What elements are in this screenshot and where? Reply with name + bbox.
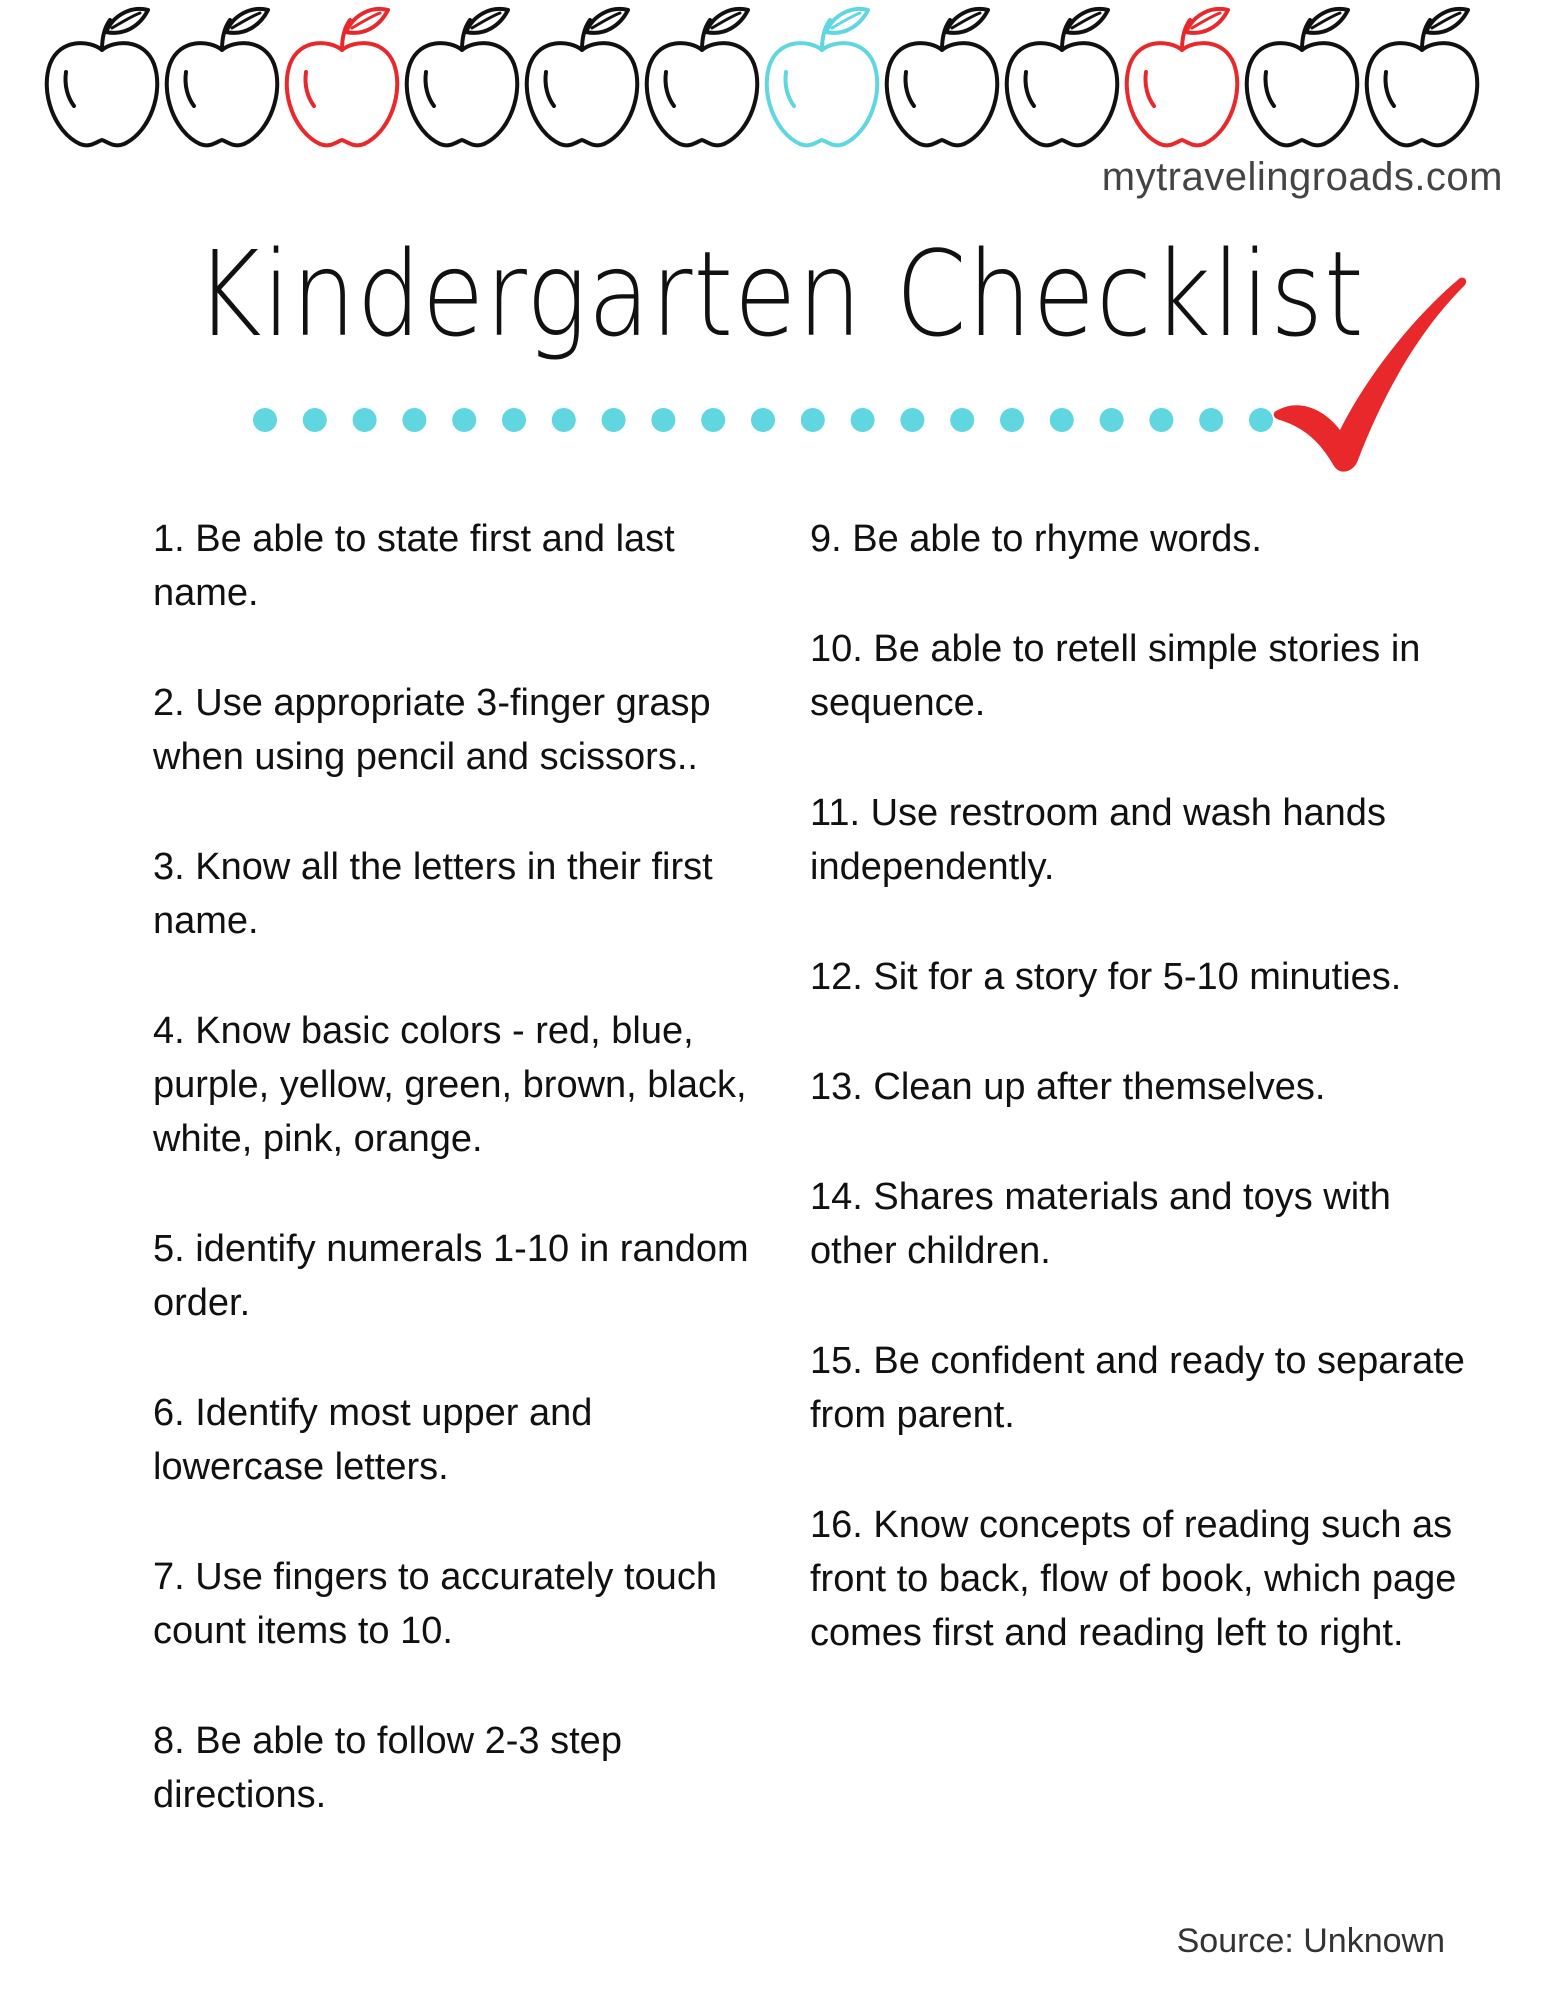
divider-dot xyxy=(651,408,675,432)
checklist-item: 15. Be confident and ready to separate from parent. xyxy=(810,1340,1465,1436)
checklist-item: 6. Identify most upper and lowercase letters. xyxy=(153,1392,593,1488)
divider-dot xyxy=(851,408,875,432)
divider-dot xyxy=(950,408,974,432)
apple-icon xyxy=(160,2,284,152)
divider-dot xyxy=(1050,408,1074,432)
checkmark-icon xyxy=(1270,270,1470,480)
apple-icon xyxy=(40,2,164,152)
checklist-item: 5. identify numerals 1-10 in random order. xyxy=(153,1228,749,1324)
checklist-item: 13. Clean up after themselves. xyxy=(810,1066,1326,1108)
checklist-item: 2. Use appropriate 3-finger grasp when using pencil and scissors.. xyxy=(153,682,711,778)
checklist-item: 9. Be able to rhyme words. xyxy=(810,518,1262,560)
checklist-item: 11. Use restroom and wash hands independently. xyxy=(810,792,1386,888)
divider-dot xyxy=(701,408,725,432)
apple-icon xyxy=(1000,2,1124,152)
checklist-item: 10. Be able to retell simple stories in sequence. xyxy=(810,628,1421,724)
apple-icon xyxy=(400,2,524,152)
apple-icon xyxy=(640,2,764,152)
source-note: Source: Unknown xyxy=(1176,1922,1445,1960)
checklist-item: 4. Know basic colors - red, blue, purple, yellow, green, brown, black, white, pink, orange. xyxy=(153,1010,747,1160)
checklist-item: 7. Use fingers to accurately touch count items to 10. xyxy=(153,1556,717,1652)
divider-dot xyxy=(502,408,526,432)
divider-dot xyxy=(801,408,825,432)
checklist-left-column xyxy=(153,512,763,1878)
divider-dot xyxy=(1000,408,1024,432)
checklist-item: 1. Be able to state first and last name. xyxy=(153,518,675,614)
divider-dot xyxy=(402,408,426,432)
checklist-item: 14. Shares materials and toys with other children. xyxy=(810,1176,1391,1272)
apple-icon xyxy=(880,2,1004,152)
divider-dot xyxy=(1149,408,1173,432)
divider-dot xyxy=(900,408,924,432)
divider-dot xyxy=(1100,408,1124,432)
divider-dot xyxy=(253,408,277,432)
divider-dot xyxy=(452,408,476,432)
page-title: Kindergarten Checklist xyxy=(195,225,1365,363)
divider-dot xyxy=(552,408,576,432)
checklist-right-column xyxy=(810,512,1470,1716)
checklist-item: 3. Know all the letters in their first name. xyxy=(153,846,713,942)
divider-dot xyxy=(602,408,626,432)
site-url: mytravelingroads.com xyxy=(1101,155,1503,199)
apple-icon xyxy=(1120,2,1244,152)
checklist-item: 12. Sit for a story for 5-10 minuties. xyxy=(810,956,1402,998)
divider-dot xyxy=(1199,408,1223,432)
apple-icon xyxy=(1240,2,1364,152)
checklist-item: 16. Know concepts of reading such as front to back, flow of book, which page comes first and reading left to right. xyxy=(810,1504,1457,1654)
apple-icon xyxy=(1360,2,1484,152)
apple-icon xyxy=(280,2,404,152)
divider-dot xyxy=(353,408,377,432)
checklist-item: 8. Be able to follow 2-3 step directions. xyxy=(153,1720,622,1816)
apple-icon xyxy=(760,2,884,152)
divider-dot xyxy=(751,408,775,432)
apple-border xyxy=(40,0,1500,160)
apple-icon xyxy=(520,2,644,152)
divider-dot xyxy=(303,408,327,432)
